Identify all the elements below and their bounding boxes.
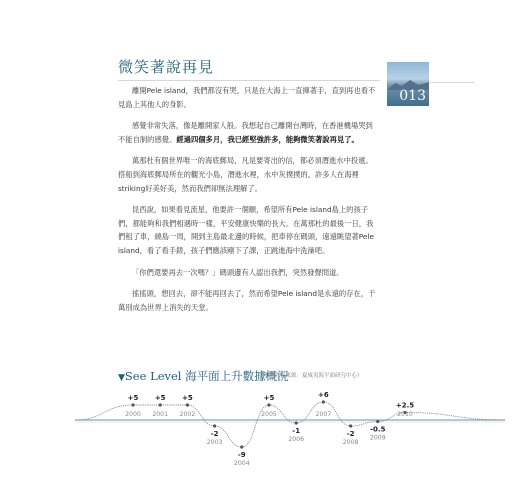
paragraph-emphasis: 經過四個多月，我已經堅強許多，能夠微笑著說再見了。 — [176, 134, 359, 144]
data-label: +5 — [263, 394, 275, 402]
paragraph-text: 萬那杜有個世界唯一的海底郵局，凡是要寄出的信，都必須潛進水中投遞。搭船到海底郵局所在的觀光小島，潛進水裡，水中灰撲撲的，許多人在海裡striking好美好美，然而我們卻無法理解了。 — [118, 156, 373, 193]
data-point — [240, 445, 243, 448]
data-point — [322, 400, 325, 403]
data-point — [186, 403, 189, 406]
paragraph-text: 「你們還要再去一次嗎？」碼頭邊有人認出我們，突然發聲問道。 — [132, 267, 344, 277]
data-point — [131, 403, 134, 406]
paragraph — [118, 154, 380, 195]
year-label: 2002 — [179, 411, 196, 418]
year-label: 2007 — [315, 411, 332, 418]
data-point — [159, 403, 162, 406]
data-point — [213, 424, 216, 427]
data-label: +6 — [318, 391, 329, 399]
paragraph-text: 離開Pele island，我們都沒有哭，只是在大海上一直揮著手，直到再也看不見島上其他人的身影。 — [118, 86, 376, 109]
article-title: 微笑著說再見 — [118, 58, 215, 76]
chart-marks — [125, 391, 414, 467]
data-label: +5 — [127, 394, 139, 402]
sea-level-chart — [0, 380, 520, 490]
year-label: 2003 — [206, 439, 223, 446]
header-rule-right — [430, 82, 474, 83]
year-label: 2000 — [125, 411, 141, 418]
data-label: -1 — [292, 427, 301, 435]
year-label: 2008 — [342, 439, 359, 446]
title-rule — [118, 80, 380, 81]
data-label: +2.5 — [395, 401, 415, 410]
paragraph-text: 搖搖頭，想回去，卻不能再回去了，然而希望Pele island是永遠的存在，千萬別成為世界上消失的天堂。 — [118, 289, 376, 312]
page-thumbnail — [387, 62, 429, 106]
data-label: +5 — [154, 394, 166, 402]
year-label: 2006 — [288, 436, 305, 443]
data-point — [349, 424, 352, 427]
data-point — [295, 421, 298, 424]
year-label: 2009 — [369, 434, 386, 442]
year-label: 2010 — [397, 411, 413, 418]
triangle-icon: ▼ — [118, 373, 125, 383]
page-number: 013 — [399, 88, 426, 104]
article-body — [118, 84, 380, 322]
year-label: 2005 — [261, 411, 277, 418]
data-label: -0.5 — [370, 425, 386, 434]
data-point — [376, 420, 379, 423]
paragraph-text: 昆西說，如果看見流星，他要許一個願，希望所有Pele island島上的孩子們，都能夠和我們相遇時一樣，平安健康快樂的長大。在萬那杜的最後一日，我們租了車，繞島一周，開到主島最北邊的時候，把車停在碼頭，遠遠眺望著Pele island，看了看手錶，孩子們應該剛下了課，正跳進海中洗澡吧。 — [118, 205, 374, 255]
data-label: -2 — [346, 430, 355, 438]
paragraph — [118, 203, 380, 257]
paragraph — [118, 84, 380, 111]
data-label: +5 — [182, 394, 193, 402]
chart-source: （參考資料來源：夏威夷海平面研究中心） — [258, 373, 363, 379]
data-label: -2 — [210, 430, 219, 438]
paragraph-text: 感覺非常失落，像是離開家人般。我想起自己離開台灣時，在香港機場哭到不能自制的感覺。 — [118, 121, 373, 144]
paragraph — [118, 287, 380, 314]
year-label: 2004 — [233, 460, 250, 467]
paragraph — [118, 266, 380, 280]
year-label: 2001 — [152, 411, 169, 418]
paragraph — [118, 119, 380, 146]
chart-title-text: See Level 海平面上升數據概況 — [124, 369, 289, 383]
data-label: -9 — [237, 451, 246, 459]
data-point — [267, 403, 270, 406]
